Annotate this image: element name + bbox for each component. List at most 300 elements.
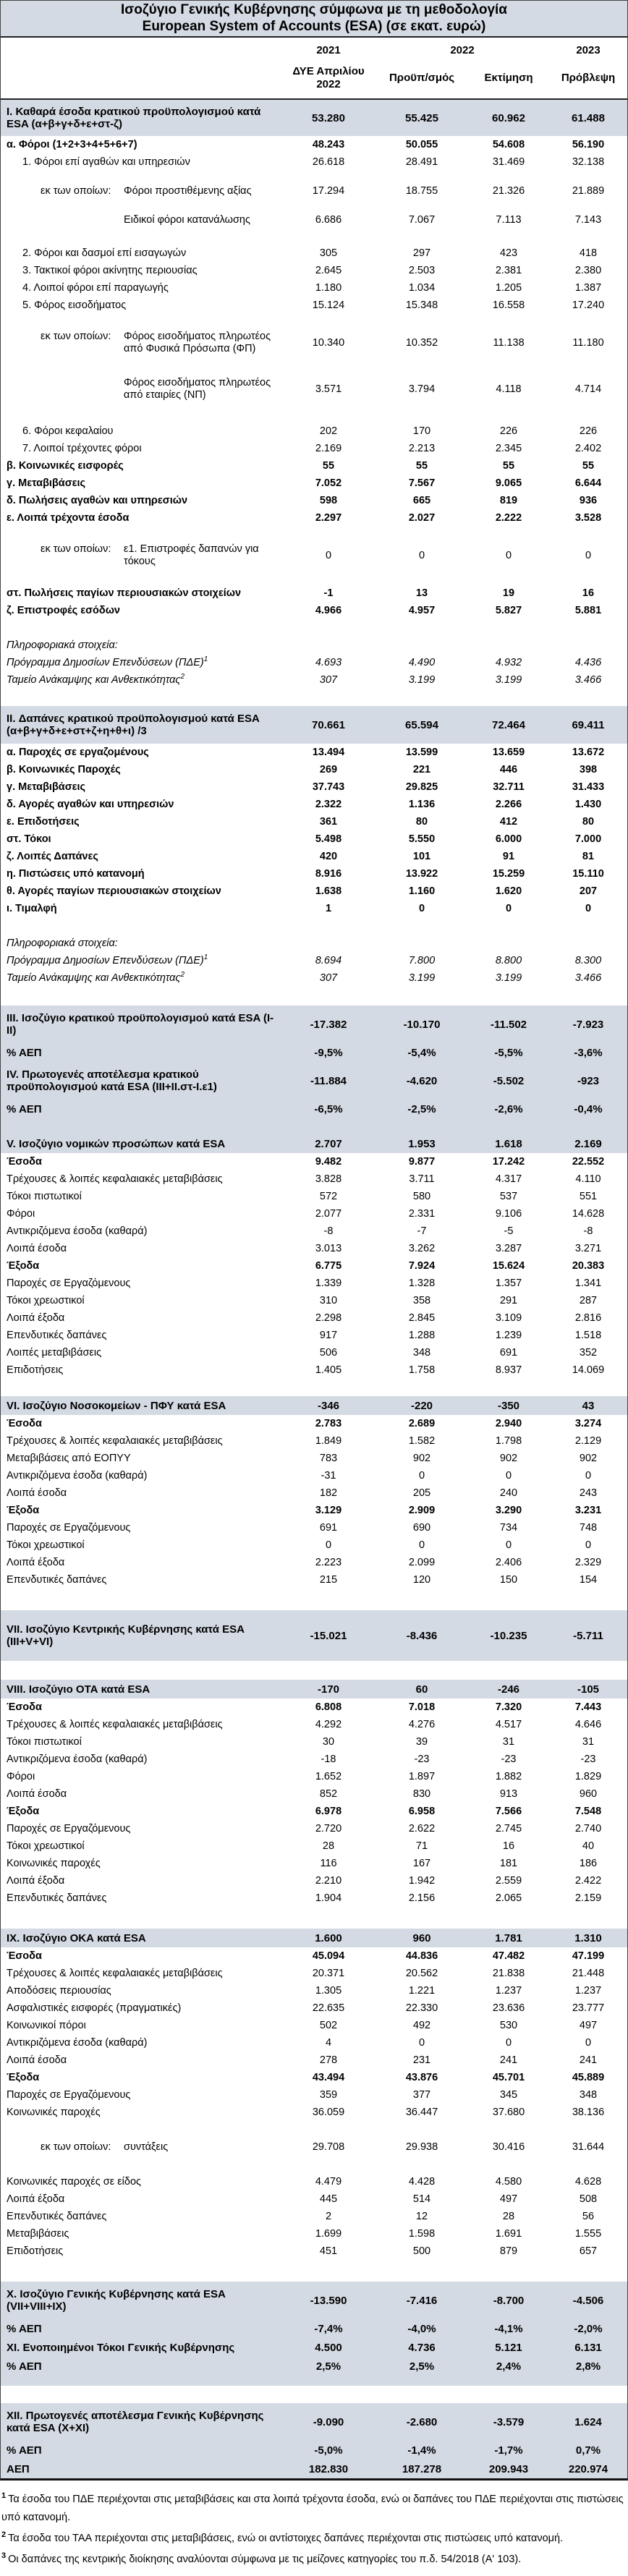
value-cell: 530 bbox=[499, 2019, 518, 2031]
value-cell: 500 bbox=[412, 2245, 431, 2257]
table-row bbox=[1, 935, 627, 952]
value-cell: 207 bbox=[579, 885, 598, 897]
table-row bbox=[1, 1872, 627, 1890]
row-label bbox=[1, 1719, 281, 1731]
row-label-text: Αντικριζόμενα έσοδα (καθαρά) bbox=[7, 1469, 148, 1482]
row-label-text: 5. Φόρος εισοδήματος bbox=[22, 299, 127, 311]
value-cell: 2.720 bbox=[315, 1822, 342, 1835]
row-label-text: VI. Ισοζύγιο Νοσοκομείων - ΠΦΥ κατά ESA bbox=[7, 1399, 226, 1412]
row-label bbox=[1, 1968, 281, 1980]
row-label bbox=[1, 1156, 281, 1168]
column-2023 bbox=[549, 38, 627, 98]
value-cell: 1.160 bbox=[408, 885, 436, 897]
value-cell: 1.339 bbox=[315, 1277, 342, 1289]
value-cell: 186 bbox=[579, 1857, 598, 1869]
value-cell: 2.297 bbox=[315, 511, 342, 524]
value-cell: 307 bbox=[319, 972, 338, 984]
value-cell: 26.618 bbox=[312, 156, 345, 168]
row-label bbox=[1, 799, 281, 811]
value-cell: 70.661 bbox=[312, 718, 345, 731]
value-cell: 1.310 bbox=[574, 1931, 602, 1944]
value-cell: 45.889 bbox=[572, 2071, 605, 2083]
row-label bbox=[1, 2360, 281, 2373]
table-row bbox=[1, 1205, 627, 1223]
spacer-row bbox=[1, 2386, 627, 2403]
value-cell: 297 bbox=[412, 247, 431, 259]
table-row bbox=[1, 509, 627, 527]
table-body bbox=[1, 100, 627, 2478]
row-label-text: Έξοδα bbox=[7, 1504, 40, 1516]
value-cell: 17.242 bbox=[492, 1155, 525, 1168]
row-label-text: Επενδυτικές δαπάνες bbox=[7, 1892, 107, 1904]
value-cell: 783 bbox=[319, 1452, 338, 1464]
value-cell: 69.411 bbox=[572, 718, 605, 731]
value-cell: 60 bbox=[415, 1683, 428, 1696]
table-row bbox=[1, 1768, 627, 1785]
value-cell: -2,6% bbox=[494, 1102, 523, 1115]
row-label bbox=[1, 1312, 281, 1325]
spacer-row bbox=[1, 2260, 627, 2282]
table-row bbox=[1, 865, 627, 883]
value-cell: 8.916 bbox=[315, 867, 342, 880]
row-label-text: γ. Μεταβιβάσεις bbox=[7, 477, 86, 489]
column-sub-2021: ΔΥΕ Απριλίου 2022 bbox=[292, 64, 365, 90]
row-label-text: Ταμείο Ανάκαμψης και Ανθεκτικότητας bbox=[7, 972, 181, 984]
section-row bbox=[1, 2403, 627, 2441]
value-cell: 2.298 bbox=[315, 1312, 342, 1324]
table-row bbox=[1, 440, 627, 457]
value-cell: 241 bbox=[579, 2054, 598, 2066]
row-label-text: Φόροι bbox=[7, 1770, 35, 1782]
value-cell: 55 bbox=[415, 459, 428, 472]
value-cell: 4.957 bbox=[408, 604, 436, 616]
value-cell: 3.571 bbox=[315, 383, 342, 395]
value-cell: 241 bbox=[499, 2054, 518, 2066]
row-label bbox=[1, 1539, 281, 1552]
value-cell: 2.322 bbox=[315, 798, 342, 810]
table-row bbox=[1, 761, 627, 778]
value-cell: 1.221 bbox=[408, 1984, 436, 1997]
row-label-text: Έξοδα bbox=[7, 1259, 40, 1272]
value-cell: 2.156 bbox=[408, 1892, 436, 1904]
value-cell: 3.199 bbox=[495, 972, 522, 984]
value-cell: -4.506 bbox=[572, 2294, 604, 2307]
header-label-spacer bbox=[1, 38, 281, 98]
spacer-row bbox=[1, 200, 627, 211]
row-label bbox=[1, 1208, 281, 1220]
value-cell: 3.129 bbox=[315, 1504, 342, 1516]
row-label bbox=[1, 1295, 281, 1307]
value-cell: -246 bbox=[497, 1683, 520, 1696]
value-cell: -18 bbox=[321, 1753, 336, 1765]
value-cell: 4.517 bbox=[495, 1718, 522, 1730]
value-cell: 221 bbox=[412, 763, 431, 775]
value-cell: 19 bbox=[502, 587, 515, 599]
value-cell: 45.701 bbox=[492, 2071, 525, 2083]
row-label bbox=[1, 1278, 281, 1290]
row-label-text: Λοιπά έξοδα bbox=[7, 1312, 65, 1324]
value-cell: 418 bbox=[579, 247, 598, 259]
row-label-text: ε1. Επιστροφές δαπανών για τόκους bbox=[124, 543, 259, 567]
value-cell: 8.937 bbox=[495, 1364, 522, 1376]
row-label-text: 7. Λοιποί τρέχοντες φόροι bbox=[22, 442, 142, 454]
table-row bbox=[1, 2190, 627, 2208]
value-cell: 20.562 bbox=[405, 1967, 438, 1979]
row-label-text: Παροχές σε Εργαζόμενους bbox=[7, 1277, 131, 1289]
value-cell: 18.755 bbox=[405, 184, 438, 197]
row-label bbox=[1, 2211, 281, 2223]
value-cell: 71 bbox=[415, 1840, 428, 1852]
value-cell: 1.555 bbox=[574, 2227, 602, 2240]
row-label bbox=[1, 1347, 281, 1359]
row-label bbox=[1, 639, 281, 652]
footnote-number: 1 bbox=[1, 2491, 7, 2501]
table-row bbox=[1, 744, 627, 761]
value-cell: 412 bbox=[499, 815, 518, 828]
row-label bbox=[1, 781, 281, 794]
value-cell: 47.482 bbox=[492, 1950, 525, 1962]
row-label-text: Λοιπά έσοδα bbox=[7, 2054, 67, 2066]
value-cell: 0 bbox=[418, 549, 425, 561]
value-cell: 4.479 bbox=[315, 2175, 342, 2188]
value-cell: 307 bbox=[319, 673, 338, 686]
value-cell: 30.416 bbox=[492, 2141, 525, 2153]
value-cell: 60.962 bbox=[492, 111, 525, 124]
value-cell: 1.638 bbox=[315, 885, 342, 897]
value-cell: 187.278 bbox=[402, 2462, 442, 2475]
value-cell: -1,4% bbox=[407, 2444, 436, 2457]
value-cell: 3.828 bbox=[315, 1173, 342, 1185]
row-label-text: X. Ισοζύγιο Γενικής Κυβέρνησης κατά ESA (VII+VIII+IX) bbox=[7, 2288, 226, 2313]
section-row bbox=[1, 2338, 627, 2357]
value-cell: -346 bbox=[317, 1399, 340, 1412]
value-cell: 3.466 bbox=[574, 972, 602, 984]
row-label bbox=[1, 1330, 281, 1342]
row-label-text: 4. Λοιποί φόροι επί παραγωγής bbox=[22, 281, 169, 294]
row-label-text: Τρέχουσες & λοιπές κεφαλαιακές μεταβιβάσεις bbox=[7, 1173, 223, 1185]
row-label bbox=[1, 713, 281, 737]
row-label bbox=[1, 1047, 281, 1059]
row-label bbox=[1, 2193, 281, 2206]
value-cell: 29.938 bbox=[405, 2141, 438, 2153]
row-label-text: % ΑΕΠ bbox=[7, 2360, 42, 2373]
value-cell: 215 bbox=[319, 1573, 338, 1586]
row-label-text: Κοινωνικές παροχές σε είδος bbox=[7, 2175, 142, 2188]
value-cell: 55 bbox=[322, 459, 335, 472]
row-label-text: Έσοδα bbox=[7, 1701, 42, 1713]
spacer-row bbox=[1, 527, 627, 538]
value-cell: 17.240 bbox=[572, 299, 605, 311]
value-cell: 2.099 bbox=[408, 1556, 436, 1568]
row-label-text: Έσοδα bbox=[7, 1155, 42, 1168]
value-cell: 1.598 bbox=[408, 2227, 436, 2240]
value-cell: 2.159 bbox=[574, 1892, 602, 1904]
value-cell: 65.594 bbox=[405, 718, 438, 731]
table-row bbox=[1, 1803, 627, 1820]
row-label-text: Τόκοι πιστωτικοί bbox=[7, 1735, 82, 1748]
value-cell: 5.498 bbox=[315, 833, 342, 845]
value-cell: 4.966 bbox=[315, 604, 342, 616]
row-label bbox=[1, 851, 281, 863]
value-cell: 398 bbox=[579, 763, 598, 775]
spacer-row bbox=[1, 2376, 627, 2386]
value-cell: 4.276 bbox=[408, 1718, 436, 1730]
row-label-text: ΑΕΠ bbox=[7, 2462, 30, 2475]
row-label bbox=[1, 2037, 281, 2049]
value-cell: 181 bbox=[499, 1857, 518, 1869]
value-cell: 2.645 bbox=[315, 264, 342, 276]
value-cell: 902 bbox=[579, 1452, 598, 1464]
row-label-text: Τόκοι χρεωστικοί bbox=[7, 1294, 85, 1306]
value-cell: 1.288 bbox=[408, 1329, 436, 1341]
row-label bbox=[1, 139, 281, 151]
value-cell: 4.436 bbox=[574, 656, 602, 668]
value-cell: 209.943 bbox=[488, 2462, 529, 2475]
footnote bbox=[1, 2530, 625, 2548]
value-cell: 1.237 bbox=[574, 1984, 602, 1997]
row-label-text: δ. Αγορές αγαθών και υπηρεσιών bbox=[7, 798, 174, 810]
row-label bbox=[1, 2176, 281, 2188]
footnote-text: Τα έσοδα του ΤΑΑ περιέχονται στις μεταβιβάσεις, ενώ οι αντίστοιχες δαπάνες περιέχονται στις πιστώσεις υπό κατανομή. bbox=[8, 2533, 564, 2544]
row-label bbox=[1, 1418, 281, 1430]
row-label-text: Τρέχουσες & λοιπές κεφαλαιακές μεταβιβάσεις bbox=[7, 1434, 223, 1447]
row-label-text: ι. Τιμαλφή bbox=[7, 902, 57, 914]
table-row bbox=[1, 1484, 627, 1502]
value-cell: 17.294 bbox=[312, 184, 345, 197]
value-cell: 1.897 bbox=[408, 1770, 436, 1782]
value-cell: 0 bbox=[585, 2036, 592, 2049]
value-cell: 0 bbox=[505, 549, 512, 561]
row-label bbox=[1, 1932, 281, 1944]
value-cell: 21.326 bbox=[492, 184, 525, 197]
value-cell: -8 bbox=[583, 1225, 593, 1237]
table-row bbox=[1, 457, 627, 475]
value-cell: 13.494 bbox=[312, 746, 345, 758]
table-row bbox=[1, 1292, 627, 1309]
value-cell: -11.884 bbox=[310, 1074, 347, 1087]
section-row bbox=[1, 1100, 627, 1118]
row-label-text: Κοινωνικές παροχές bbox=[7, 1857, 101, 1869]
value-cell: 1.904 bbox=[315, 1892, 342, 1904]
row-label-text: I. Καθαρά έσοδα κρατικού προϋπολογισμού κατά ESA (α+β+γ+δ+ε+στ-ζ) bbox=[7, 106, 261, 130]
value-cell: 28 bbox=[322, 1840, 335, 1852]
row-label-prefix: εκ των οποίων: bbox=[41, 331, 111, 342]
row-label-text: Έσοδα bbox=[7, 1417, 42, 1429]
value-cell: -6,5% bbox=[314, 1102, 343, 1115]
column-2022-subcolumns bbox=[375, 61, 549, 98]
row-label-text: Πρόγραμμα Δημοσίων Επενδύσεων (ΠΔΕ) bbox=[7, 656, 204, 668]
value-cell: 2.559 bbox=[495, 1874, 522, 1887]
row-label bbox=[1, 674, 281, 686]
value-cell: 29.825 bbox=[405, 781, 438, 793]
table-row bbox=[1, 1820, 627, 1837]
table-row bbox=[1, 1450, 627, 1467]
value-cell: 4.110 bbox=[575, 1173, 601, 1185]
row-label-text: Παροχές σε Εργαζόμενους bbox=[7, 2088, 131, 2101]
value-cell: 936 bbox=[579, 494, 598, 506]
row-label-text: Τόκοι χρεωστικοί bbox=[7, 1539, 85, 1551]
value-cell: 31.644 bbox=[572, 2141, 605, 2153]
value-cell: 220.974 bbox=[568, 2462, 608, 2475]
row-label bbox=[1, 185, 281, 197]
row-label bbox=[1, 512, 281, 524]
table-row bbox=[1, 2034, 627, 2052]
row-label-text: 1. Φόροι επί αγαθών και υπηρεσιών bbox=[22, 156, 190, 168]
value-cell: 3.199 bbox=[408, 972, 436, 984]
value-cell: 5.827 bbox=[495, 604, 522, 616]
row-label bbox=[1, 1012, 281, 1037]
column-sub-2022-estimate: Εκτίμηση bbox=[484, 71, 533, 84]
value-cell: -7.416 bbox=[406, 2294, 438, 2307]
value-cell: 8.300 bbox=[574, 954, 602, 966]
value-cell: 4.714 bbox=[574, 383, 602, 395]
row-label-prefix: εκ των οποίων: bbox=[41, 543, 111, 555]
row-label-text: ε. Λοιπά τρέχοντα έσοδα bbox=[7, 511, 130, 524]
row-label-text: ζ. Επιστροφές εσόδων bbox=[7, 604, 121, 616]
table-row bbox=[1, 1947, 627, 1965]
row-label bbox=[1, 156, 281, 169]
row-label-text: Παροχές σε Εργαζόμενους bbox=[7, 1822, 131, 1835]
value-cell: 7.443 bbox=[574, 1701, 602, 1713]
row-label bbox=[1, 1103, 281, 1115]
spacer-row bbox=[1, 360, 627, 372]
value-cell: 2,4% bbox=[496, 2360, 522, 2373]
column-year-2023: 2023 bbox=[576, 44, 601, 56]
spacer-row bbox=[1, 1907, 627, 1929]
footnote bbox=[1, 2551, 625, 2569]
row-label bbox=[1, 1950, 281, 1963]
row-label-text: Φόρος εισοδήματος πληρωτέος από Φυσικά Πρόσωπα (ΦΠ) bbox=[124, 331, 271, 354]
value-cell: 1.237 bbox=[495, 1984, 522, 1997]
value-cell: -7.923 bbox=[572, 1018, 604, 1031]
row-label-text: Επενδυτικές δαπάνες bbox=[7, 1329, 107, 1341]
value-cell: 3.262 bbox=[408, 1242, 436, 1254]
value-cell: 2.816 bbox=[574, 1312, 602, 1324]
row-label-text: Τρέχουσες & λοιπές κεφαλαιακές μεταβιβάσεις bbox=[7, 1967, 223, 1979]
value-cell: 2.422 bbox=[574, 1874, 602, 1887]
table-row bbox=[1, 2243, 627, 2260]
value-cell: -105 bbox=[577, 1683, 600, 1696]
table-row bbox=[1, 2052, 627, 2069]
value-cell: 10.340 bbox=[312, 336, 345, 349]
value-cell: 5.550 bbox=[408, 833, 436, 845]
row-label bbox=[1, 2089, 281, 2101]
value-cell: -17.382 bbox=[310, 1018, 347, 1031]
value-cell: -350 bbox=[497, 1399, 520, 1412]
row-label-text: α. Παροχές σε εργαζομένους bbox=[7, 746, 149, 758]
value-cell: -170 bbox=[317, 1683, 340, 1696]
value-cell: 691 bbox=[499, 1346, 518, 1359]
row-label bbox=[1, 1470, 281, 1482]
table-row bbox=[1, 848, 627, 865]
value-cell: 902 bbox=[412, 1452, 431, 1464]
value-cell: 598 bbox=[319, 494, 338, 506]
value-cell: -5,4% bbox=[407, 1046, 436, 1059]
value-cell: 28 bbox=[502, 2210, 515, 2222]
value-cell: 3.466 bbox=[574, 673, 602, 686]
value-cell: 278 bbox=[319, 2054, 338, 2066]
table-title-line2: European System of Accounts (ESA) (σε εκατ. ευρώ) bbox=[142, 19, 486, 34]
row-label-text: β. Κοινωνικές Παροχές bbox=[7, 763, 121, 775]
row-label-text: δ. Πωλήσεις αγαθών και υπηρεσιών bbox=[7, 494, 188, 506]
row-label bbox=[1, 282, 281, 294]
value-cell: 202 bbox=[319, 425, 338, 437]
spacer-row bbox=[1, 917, 627, 935]
value-cell: -8.700 bbox=[493, 2294, 525, 2307]
value-cell: 2.745 bbox=[495, 1822, 522, 1835]
table-row bbox=[1, 1733, 627, 1751]
table-row bbox=[1, 602, 627, 619]
value-cell: 2.222 bbox=[495, 511, 522, 524]
value-cell: 39 bbox=[415, 1735, 428, 1748]
row-label-text: Αντικριζόμενα έσοδα (καθαρά) bbox=[7, 1225, 148, 1237]
section-row bbox=[1, 1929, 627, 1947]
value-cell: 960 bbox=[579, 1788, 598, 1800]
row-label bbox=[1, 2444, 281, 2457]
value-cell: 6.131 bbox=[574, 2341, 602, 2354]
value-cell: 21.838 bbox=[492, 1967, 525, 1979]
row-label-text: III. Ισοζύγιο κρατικού προϋπολογισμού κατά ESA (I-II) bbox=[7, 1012, 274, 1037]
row-label bbox=[1, 443, 281, 455]
table-row bbox=[1, 654, 627, 671]
value-cell: 43.876 bbox=[405, 2071, 438, 2083]
row-label-text: Λοιπά έξοδα bbox=[7, 2193, 65, 2205]
table-row bbox=[1, 211, 627, 229]
value-cell: -5.711 bbox=[573, 1629, 603, 1642]
row-label bbox=[1, 1243, 281, 1255]
spacer-row bbox=[1, 573, 627, 585]
value-cell: 50.055 bbox=[405, 138, 438, 150]
value-cell: 6.808 bbox=[315, 1701, 342, 1713]
row-label bbox=[1, 868, 281, 880]
row-label-text: Αντικριζόμενα έσοδα (καθαρά) bbox=[7, 2036, 148, 2049]
value-cell: 8.694 bbox=[315, 954, 342, 966]
row-label-text: Μεταβιβάσεις από ΕΟΠΥΥ bbox=[7, 1452, 131, 1464]
value-cell: 3.013 bbox=[315, 1242, 342, 1254]
spacer-row bbox=[1, 1379, 627, 1396]
row-label bbox=[1, 747, 281, 759]
value-cell: 348 bbox=[579, 2088, 598, 2101]
row-label-text: Τρέχουσες & λοιπές κεφαλαιακές μεταβιβάσεις bbox=[7, 1718, 223, 1730]
row-label-text: Επιδοτήσεις bbox=[7, 2245, 64, 2257]
row-label-text: στ. Πωλήσεις παγίων περιουσιακών στοιχείων bbox=[7, 587, 242, 599]
value-cell: 7.143 bbox=[574, 213, 602, 226]
value-cell: 38.136 bbox=[572, 2106, 605, 2118]
column-year-2021: 2021 bbox=[316, 44, 341, 56]
row-label-text: V. Ισοζύγιο νομικών προσώπων κατά ESA bbox=[7, 1137, 226, 1150]
value-cell: 2.210 bbox=[315, 1874, 342, 1887]
value-cell: 7.067 bbox=[408, 213, 436, 226]
row-label bbox=[1, 425, 281, 438]
value-cell: 2,8% bbox=[575, 2360, 601, 2373]
value-cell: 2.213 bbox=[408, 442, 436, 454]
table-row bbox=[1, 778, 627, 796]
value-cell: 4.628 bbox=[574, 2175, 602, 2188]
row-label-text: Επιδοτήσεις bbox=[7, 1364, 64, 1376]
spacer-row bbox=[1, 2156, 627, 2173]
footnote-marker: 1 bbox=[203, 655, 208, 663]
value-cell: 1.882 bbox=[495, 1770, 522, 1782]
value-cell: 6.686 bbox=[315, 213, 342, 226]
value-cell: 23.636 bbox=[492, 2002, 525, 2014]
value-cell: 16 bbox=[502, 1840, 515, 1852]
row-label-text: Λοιπά έξοδα bbox=[7, 1556, 65, 1568]
value-cell: 56.190 bbox=[572, 138, 605, 150]
value-cell: 1.781 bbox=[495, 1931, 522, 1944]
value-cell: 4.292 bbox=[315, 1718, 342, 1730]
row-label-prefix: εκ των οποίων: bbox=[41, 184, 111, 197]
value-cell: 55 bbox=[582, 459, 595, 472]
